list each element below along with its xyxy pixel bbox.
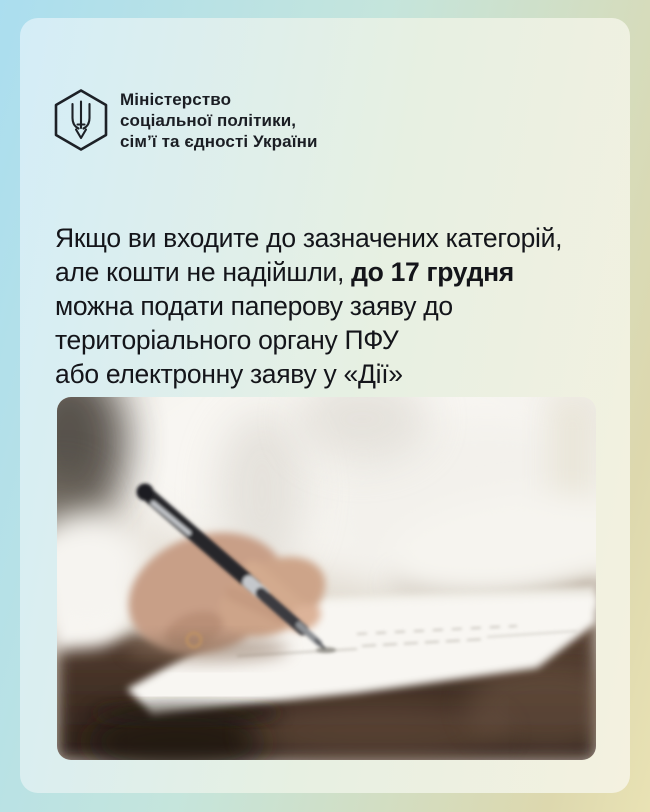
ministry-name-line: Міністерство [120,89,232,109]
ministry-name-line: соціальної політики, [120,110,297,130]
headline-line: але кошти не надійшли, до 17 грудня [55,257,514,287]
deadline-emphasis: до 17 грудня [351,257,514,287]
content-card [20,18,630,793]
headline-line: або електронну заяву у «Дії» [55,359,403,389]
ministry-name [120,89,318,152]
headline-line: територіального органу ПФУ [55,325,399,355]
ministry-logo [53,88,318,152]
photo-writing-hand [57,397,596,760]
headline-line: можна подати паперову заяву до [55,291,453,321]
headline [55,221,562,391]
headline-line: Якщо ви входите до зазначених категорій, [55,223,563,253]
ministry-name-line: сім’ї та єдності України [120,131,318,151]
trident-hexagon-icon [53,88,109,152]
